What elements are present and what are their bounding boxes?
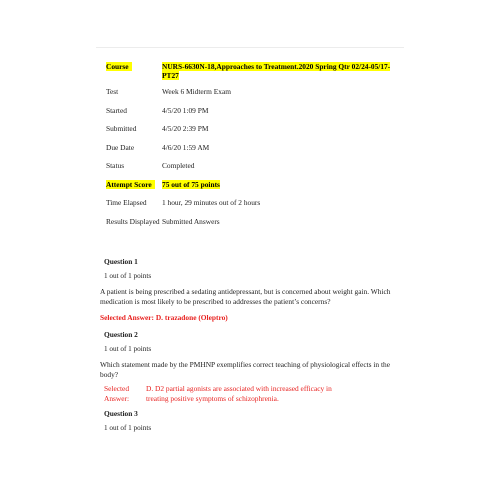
- question-3-points: 1 out of 1 points: [104, 424, 152, 432]
- info-row-started: [100, 106, 400, 125]
- info-row-attempt-score: [100, 180, 400, 199]
- question-3-title: Question 3: [104, 409, 138, 418]
- status-label: Status: [106, 161, 125, 170]
- submitted-value: 4/5/20 2:39 PM: [162, 124, 209, 133]
- info-row-course: [100, 62, 400, 87]
- question-2-selected: [104, 384, 356, 404]
- test-label: Test: [106, 87, 119, 96]
- results-displayed-value: Submitted Answers: [162, 216, 220, 226]
- selected-answer-value: D. trazadone (Oleptro): [155, 313, 228, 322]
- due-date-value: 4/6/20 1:59 AM: [162, 142, 210, 152]
- course-label: Course: [106, 62, 132, 71]
- question-2-text: Which statement made by the PMHNP exemplifies correct teaching of physiological effects in the body?: [100, 360, 390, 379]
- results-displayed-label: Results Displayed: [106, 216, 160, 226]
- info-row-time-elapsed: [100, 198, 400, 217]
- question-1-points: 1 out of 1 points: [104, 272, 152, 280]
- info-row-results-displayed: [100, 217, 400, 242]
- attempt-info-table: [100, 62, 400, 242]
- question-2-title: Question 2: [104, 330, 138, 339]
- submitted-label: Submitted: [106, 124, 137, 133]
- info-row-status: [100, 161, 400, 180]
- started-value: 4/5/20 1:09 PM: [162, 105, 209, 115]
- attempt-score-label: Attempt Score: [106, 180, 155, 189]
- info-row-due-date: [100, 143, 400, 162]
- time-elapsed-value: 1 hour, 29 minutes out of 2 hours: [162, 198, 261, 207]
- course-value: NURS-6630N-18,Approaches to Treatment.2020 Spring Qtr 02/24-05/17-PT27: [162, 62, 391, 80]
- test-value: Week 6 Midterm Exam: [162, 87, 231, 96]
- attempt-score-value: 75 out of 75 points: [162, 179, 220, 189]
- started-label: Started: [106, 105, 127, 115]
- top-divider: [96, 47, 404, 48]
- status-value: Completed: [162, 161, 195, 170]
- question-2-points: 1 out of 1 points: [104, 345, 152, 353]
- question-1-text: A patient is being prescribed a sedating antidepressant, but is concerned about weight gain. Which medication is most likely to be prescribed to addresses the patient’s concerns?: [100, 287, 391, 306]
- info-row-submitted: [100, 124, 400, 143]
- selected-answer-value: D. D2 partial agonists are associated with increased efficacy in treating positive symptoms of schizophrenia.: [146, 384, 332, 403]
- selected-answer-label: Selected Answer:: [104, 384, 130, 403]
- info-row-test: [100, 87, 400, 106]
- time-elapsed-label: Time Elapsed: [106, 198, 147, 207]
- question-1-title: Question 1: [104, 257, 138, 266]
- due-date-label: Due Date: [106, 142, 135, 152]
- selected-answer-label: Selected Answer:: [100, 313, 154, 322]
- question-1-selected: [100, 313, 228, 322]
